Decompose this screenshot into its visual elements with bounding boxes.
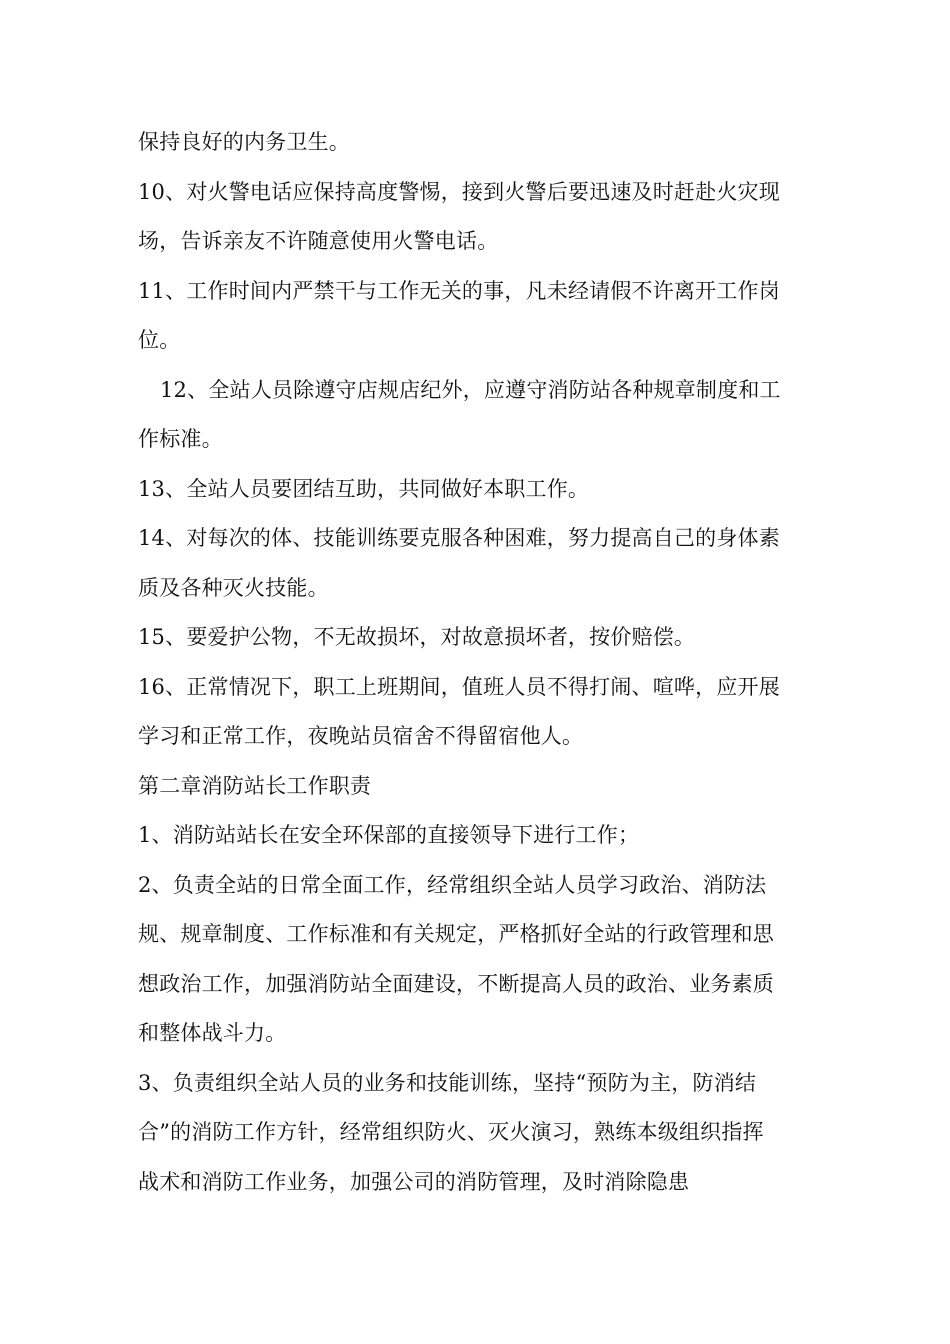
rule-14-line-1: 14、对每次的体、技能训练要克服各种困难，努力提高自己的身体素 — [138, 526, 780, 550]
document-body — [138, 118, 828, 1207]
rule-12-line-1: 12、全站人员除遵守店规店纪外，应遵守消防站各种规章制度和工 — [160, 377, 781, 402]
duty-3-line-2: 合”的消防工作方针，经常组织防火、灭火演习，熟练本级组织指挥 — [138, 1120, 764, 1144]
rule-16-line-2: 学习和正常工作，夜晚站员宿舍不得留宿他人。 — [138, 724, 584, 748]
duty-2-line-1: 2、负责全站的日常全面工作，经常组织全站人员学习政治、消防法 — [138, 872, 767, 897]
text-line: 保持良好的内务卫生。 — [138, 130, 350, 154]
rule-11-line-1: 11、工作时间内严禁干与工作无关的事，凡未经请假不许离开工作岗 — [138, 278, 780, 303]
rule-16-line-1: 16、正常情况下，职工上班期间，值班人员不得打闹、喧哗，应开展 — [138, 674, 780, 699]
rule-10-line-1: 10、对火警电话应保持高度警惕，接到火警后要迅速及时赶赴火灾现 — [138, 179, 780, 204]
duty-1-line-1: 1、消防站站长在安全环保部的直接领导下进行工作； — [138, 823, 640, 847]
rule-15-line-1: 15、要爱护公物，不无故损坏，对故意损坏者，按价赔偿。 — [138, 625, 696, 649]
chapter-heading: 第二章消防站长工作职责 — [138, 773, 372, 798]
rule-14-line-2: 质及各种灭火技能。 — [138, 575, 329, 600]
rule-10-line-2: 场，告诉亲友不许随意使用火警电话。 — [138, 229, 499, 253]
rule-13-line-1: 13、全站人员要团结互助，共同做好本职工作。 — [138, 476, 590, 501]
rule-12-line-2: 作标准。 — [138, 427, 223, 451]
duty-3-line-1: 3、负责组织全站人员的业务和技能训练，坚持“预防为主，防消结 — [138, 1070, 757, 1095]
duty-2-line-2: 规、规章制度、工作标准和有关规定，严格抓好全站的行政管理和思 — [138, 922, 774, 946]
duty-3-line-3: 战术和消防工作业务，加强公司的消防管理，及时消除隐患 — [138, 1169, 690, 1194]
duty-2-line-3: 想政治工作，加强消防站全面建设，不断提高人员的政治、业务素质 — [138, 971, 774, 996]
duty-2-line-4: 和整体战斗力。 — [138, 1021, 287, 1045]
rule-11-line-2: 位。 — [138, 328, 181, 352]
